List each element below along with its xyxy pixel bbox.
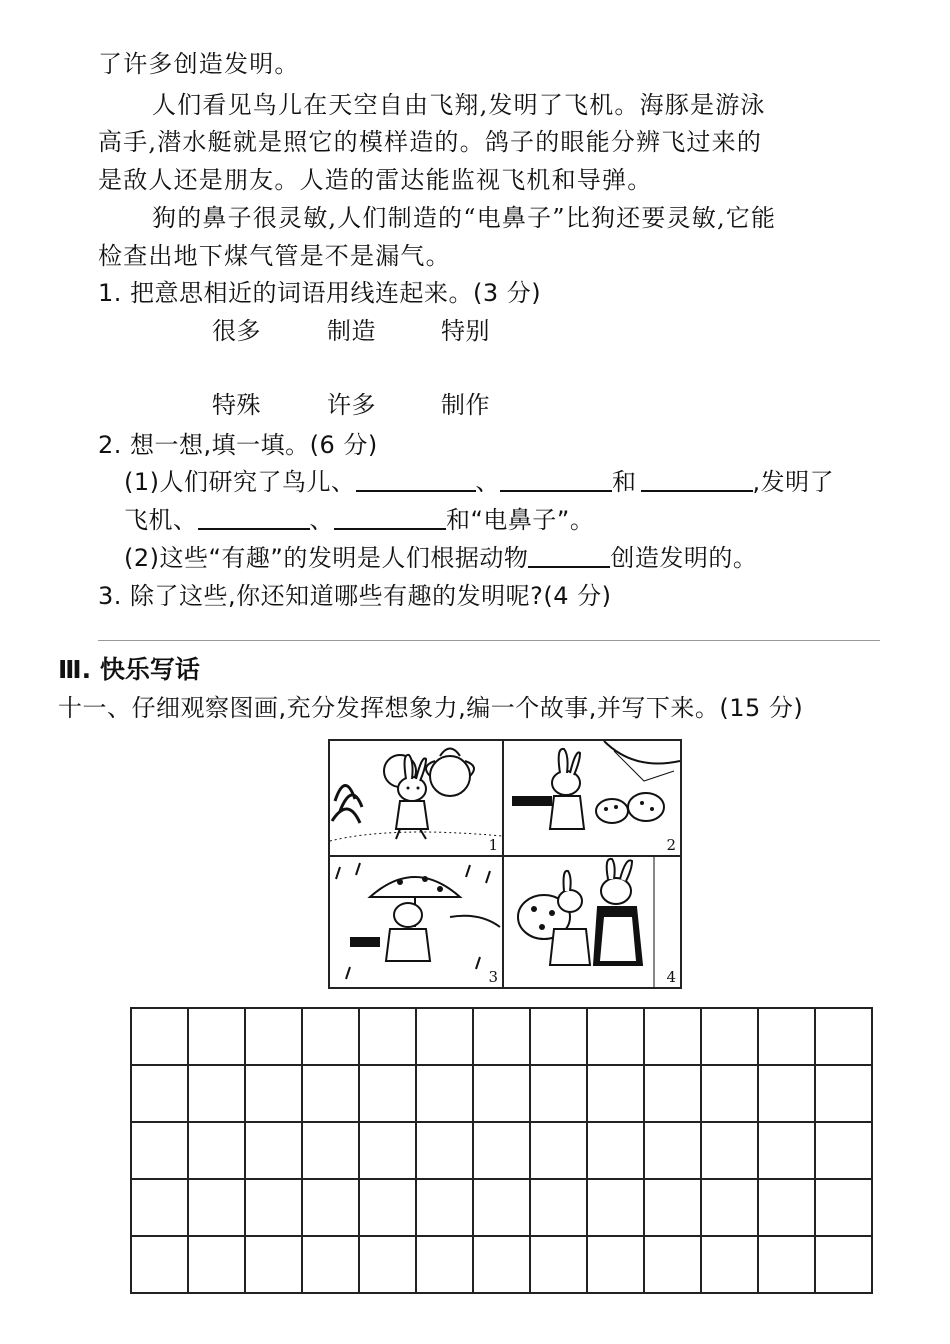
- writing-grid-row: [131, 1122, 872, 1179]
- writing-grid-cell[interactable]: [758, 1065, 815, 1122]
- writing-grid-cell[interactable]: [131, 1008, 188, 1065]
- writing-grid-cell[interactable]: [644, 1065, 701, 1122]
- writing-grid-cell[interactable]: [587, 1008, 644, 1065]
- writing-grid-cell[interactable]: [587, 1236, 644, 1293]
- picture-panel: [504, 857, 680, 987]
- q2-blank-4[interactable]: [198, 506, 310, 530]
- writing-grid-cell[interactable]: [188, 1008, 245, 1065]
- q1-bottom-word[interactable]: 制作: [441, 391, 490, 419]
- writing-grid-cell[interactable]: [587, 1122, 644, 1179]
- writing-grid-cell[interactable]: [815, 1236, 872, 1293]
- writing-grid-cell[interactable]: [416, 1236, 473, 1293]
- rabbits-sharing-mushroom-illustration: [504, 857, 680, 987]
- writing-grid-cell[interactable]: [416, 1008, 473, 1065]
- passage-line: 狗的鼻子很灵敏,人们制造的“电鼻子”比狗还要灵敏,它能: [152, 204, 777, 232]
- q2-s1-sep2: 、: [309, 506, 334, 534]
- q2-s1-end: ,发明了: [752, 468, 835, 496]
- q2-sentence-1: [124, 462, 834, 497]
- writing-grid-row: [131, 1236, 872, 1293]
- writing-grid-cell[interactable]: [758, 1008, 815, 1065]
- writing-grid-cell[interactable]: [530, 1008, 587, 1065]
- writing-grid-row: [131, 1179, 872, 1236]
- picture-number: 4: [666, 968, 676, 986]
- writing-grid-cell[interactable]: [131, 1236, 188, 1293]
- picture-number: 2: [666, 836, 676, 854]
- writing-grid-cell[interactable]: [245, 1065, 302, 1122]
- writing-grid-cell[interactable]: [416, 1122, 473, 1179]
- q2-sentence-2: [124, 538, 757, 573]
- writing-grid-cell[interactable]: [473, 1008, 530, 1065]
- writing-grid-cell[interactable]: [188, 1236, 245, 1293]
- writing-grid-cell[interactable]: [359, 1179, 416, 1236]
- q2-sentence-1-cont: [124, 500, 594, 535]
- writing-grid-cell[interactable]: [758, 1122, 815, 1179]
- writing-grid-cell[interactable]: [530, 1179, 587, 1236]
- writing-grid-cell[interactable]: [815, 1065, 872, 1122]
- writing-grid-cell[interactable]: [701, 1179, 758, 1236]
- writing-grid-cell[interactable]: [530, 1122, 587, 1179]
- writing-grid-cell[interactable]: [188, 1179, 245, 1236]
- writing-grid-cell[interactable]: [245, 1236, 302, 1293]
- q2-s2-end: 创造发明的。: [610, 544, 758, 572]
- writing-grid-cell[interactable]: [131, 1065, 188, 1122]
- writing-grid-cell[interactable]: [644, 1179, 701, 1236]
- writing-grid-cell[interactable]: [530, 1236, 587, 1293]
- writing-grid-cell[interactable]: [473, 1065, 530, 1122]
- writing-grid-row: [131, 1065, 872, 1122]
- question-1-prompt: 1. 把意思相近的词语用线连起来。(3 分): [98, 279, 542, 307]
- writing-task-prompt: 十一、仔细观察图画,充分发挥想象力,编一个故事,并写下来。(15 分): [58, 694, 804, 722]
- writing-grid-cell[interactable]: [188, 1065, 245, 1122]
- writing-grid-cell[interactable]: [302, 1236, 359, 1293]
- q2-s1-line2-end: 和“电鼻子”。: [446, 506, 595, 534]
- writing-grid-cell[interactable]: [359, 1122, 416, 1179]
- writing-grid-cell[interactable]: [416, 1065, 473, 1122]
- writing-grid-cell[interactable]: [758, 1179, 815, 1236]
- writing-grid-cell[interactable]: [302, 1008, 359, 1065]
- picture-panel: [330, 741, 504, 857]
- passage-line: 高手,潜水艇就是照它的模样造的。鸽子的眼能分辨飞过来的: [98, 128, 763, 156]
- writing-grid-cell[interactable]: [245, 1179, 302, 1236]
- passage-line: 是敌人还是朋友。人造的雷达能监视飞机和导弹。: [98, 166, 653, 194]
- writing-grid-body: [131, 1008, 872, 1293]
- q1-top-word[interactable]: 很多: [212, 317, 261, 345]
- writing-grid-cell[interactable]: [302, 1065, 359, 1122]
- writing-grid-cell[interactable]: [701, 1065, 758, 1122]
- writing-grid-cell[interactable]: [131, 1179, 188, 1236]
- writing-grid-cell[interactable]: [245, 1008, 302, 1065]
- passage-line: 人们看见鸟儿在天空自由飞翔,发明了飞机。海豚是游泳: [152, 91, 766, 119]
- writing-grid-cell[interactable]: [131, 1122, 188, 1179]
- writing-grid-cell[interactable]: [644, 1236, 701, 1293]
- picture-number: 1: [488, 836, 498, 854]
- q1-top-word[interactable]: 特别: [441, 317, 490, 345]
- q2-s2-text: (2)这些“有趣”的发明是人们根据动物: [124, 544, 529, 572]
- rabbit-with-flower-illustration: [330, 741, 502, 855]
- rabbit-near-mushrooms-illustration: [504, 741, 680, 855]
- writing-grid-cell[interactable]: [302, 1122, 359, 1179]
- writing-grid-cell[interactable]: [359, 1236, 416, 1293]
- q1-bottom-word[interactable]: 特殊: [212, 391, 261, 419]
- writing-grid-cell[interactable]: [644, 1122, 701, 1179]
- passage-line: 检查出地下煤气管是不是漏气。: [98, 242, 451, 270]
- writing-grid-cell[interactable]: [701, 1008, 758, 1065]
- writing-grid-cell[interactable]: [815, 1008, 872, 1065]
- writing-grid-cell[interactable]: [815, 1179, 872, 1236]
- writing-grid-cell[interactable]: [815, 1122, 872, 1179]
- q2-blank-2[interactable]: [500, 468, 612, 492]
- writing-grid-cell[interactable]: [188, 1122, 245, 1179]
- writing-grid: [130, 1007, 873, 1294]
- q2-blank-5[interactable]: [334, 506, 446, 530]
- writing-grid-cell[interactable]: [701, 1122, 758, 1179]
- picture-panel: [504, 741, 680, 857]
- passage-line: 了许多创造发明。: [98, 50, 300, 78]
- question-2-prompt: 2. 想一想,填一填。(6 分): [98, 431, 378, 459]
- section-title: Ⅲ. 快乐写话: [58, 655, 200, 684]
- writing-grid-cell[interactable]: [359, 1008, 416, 1065]
- q2-blank-6[interactable]: [528, 544, 610, 568]
- writing-grid-cell[interactable]: [302, 1179, 359, 1236]
- writing-grid-cell[interactable]: [473, 1179, 530, 1236]
- writing-grid-cell[interactable]: [359, 1065, 416, 1122]
- writing-grid-cell[interactable]: [758, 1236, 815, 1293]
- q2-s1-sep: 、: [475, 468, 500, 496]
- writing-grid-cell[interactable]: [473, 1122, 530, 1179]
- writing-grid-row: [131, 1008, 872, 1065]
- q2-blank-1[interactable]: [356, 468, 476, 492]
- picture-panel: [330, 857, 504, 987]
- writing-grid-cell[interactable]: [587, 1065, 644, 1122]
- q1-bottom-word[interactable]: 许多: [327, 391, 376, 419]
- writing-grid-cell[interactable]: [416, 1179, 473, 1236]
- writing-grid-cell[interactable]: [587, 1179, 644, 1236]
- question-3-prompt: 3. 除了这些,你还知道哪些有趣的发明呢?(4 分): [98, 582, 612, 610]
- writing-grid-cell[interactable]: [473, 1236, 530, 1293]
- writing-grid-cell[interactable]: [530, 1065, 587, 1122]
- q2-s1-line2-text: 飞机、: [124, 506, 198, 534]
- picture-number: 3: [488, 968, 498, 986]
- q2-blank-3[interactable]: [641, 468, 753, 492]
- writing-grid-cell[interactable]: [644, 1008, 701, 1065]
- writing-grid-cell[interactable]: [245, 1122, 302, 1179]
- q2-s1-text: (1)人们研究了鸟儿、: [124, 468, 356, 496]
- section-divider: [98, 640, 880, 641]
- picture-sequence: [328, 739, 682, 989]
- q2-s1-he: 和: [612, 468, 637, 496]
- rabbit-with-mushroom-umbrella-illustration: [330, 857, 502, 987]
- writing-grid-cell[interactable]: [701, 1236, 758, 1293]
- q1-top-word[interactable]: 制造: [327, 317, 376, 345]
